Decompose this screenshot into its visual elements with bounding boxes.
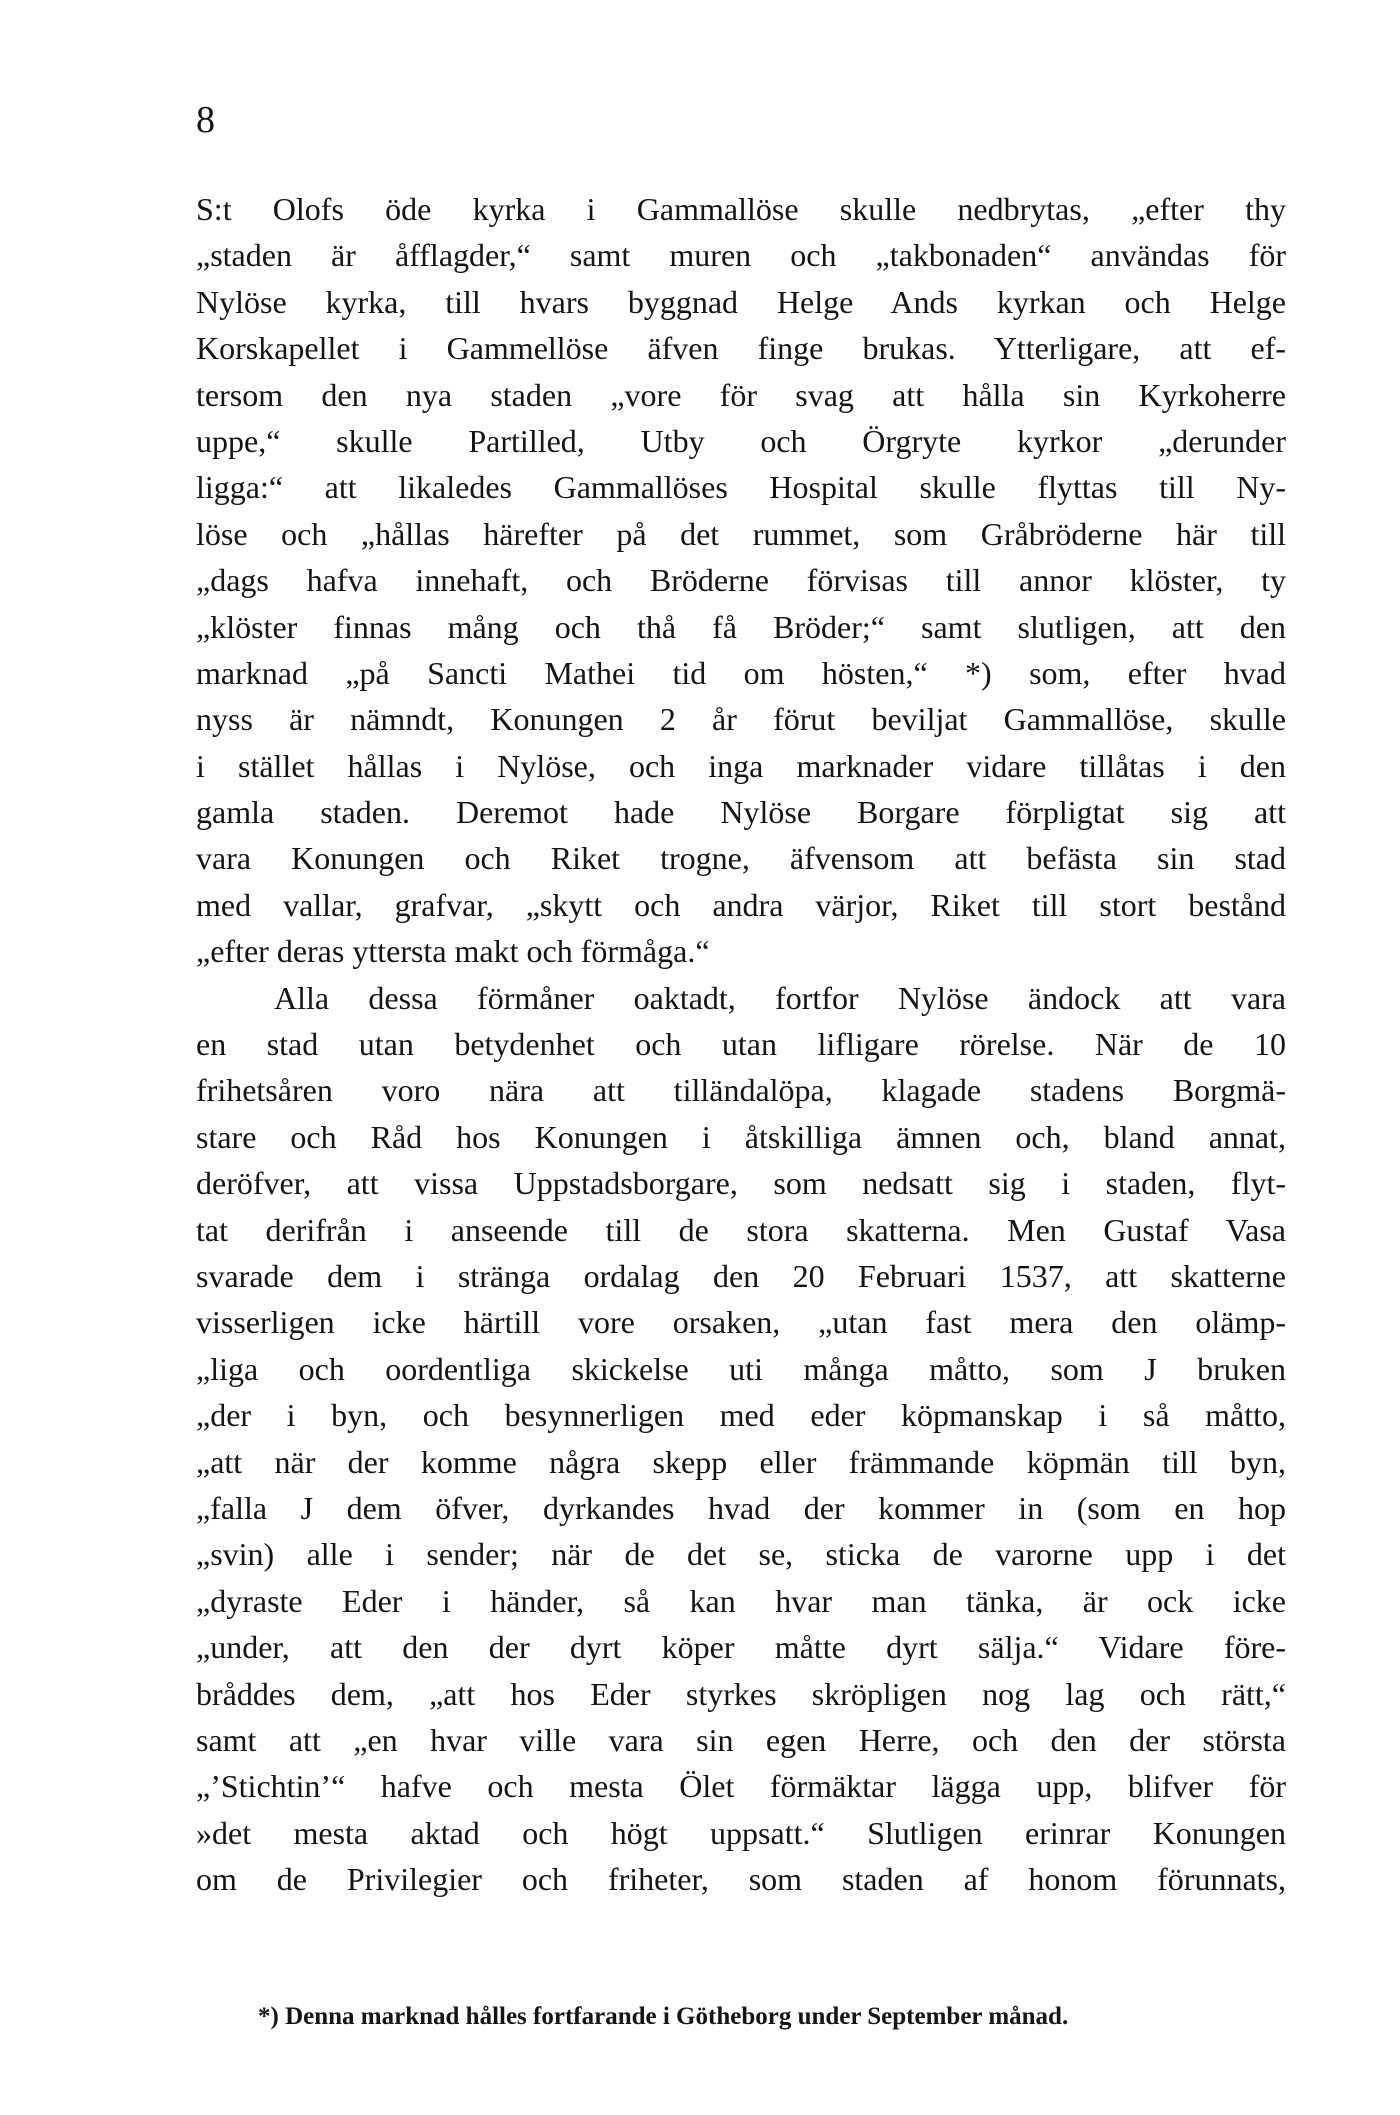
text-line: Korskapellet i Gammellöse äfven finge brukas. Ytterligare, att ef- [196, 330, 1286, 367]
text-line: „falla J dem öfver, dyrkandes hvad der kommer in (som en hop [196, 1489, 1286, 1526]
text-line: nyss är nämndt, Konungen 2 år förut beviljat Gammallöse, skulle [196, 701, 1286, 738]
text-line: en stad utan betydenhet och utan lifligare rörelse. När de 10 [196, 1026, 1286, 1063]
text-line: „svin) alle i sender; när de det se, sticka de varorne upp i det [196, 1536, 1286, 1573]
page-number: 8 [196, 99, 215, 141]
footnote: *) Denna marknad hålles fortfarande i Götheborg under September månad. [258, 2003, 1069, 2030]
text-line: marknad „på Sancti Mathei tid om hösten,“ *) som, efter hvad [196, 654, 1286, 691]
text-line: „klöster finnas mång och thå få Bröder;“ samt slutligen, att den [196, 608, 1286, 645]
text-line: samt att „en hvar ville vara sin egen Herre, och den der största [196, 1721, 1286, 1758]
text-line: frihetsåren voro nära att tilländalöpa, klagade stadens Borgmä- [196, 1072, 1286, 1109]
text-line: uppe,“ skulle Partilled, Utby och Örgryte kyrkor „derunder [196, 422, 1286, 459]
text-line: i stället hållas i Nylöse, och inga marknader vidare tillåtas i den [196, 747, 1286, 784]
text-line: S:t Olofs öde kyrka i Gammallöse skulle nedbrytas, „efter thy [196, 191, 1286, 227]
text-line: Alla dessa förmåner oaktadt, fortfor Nylöse ändock att vara [274, 979, 1286, 1016]
text-line: „efter deras yttersta makt och förmåga.“ [196, 933, 710, 970]
text-line: „dyraste Eder i händer, så kan hvar man tänka, är ock icke [196, 1582, 1286, 1619]
text-line: med vallar, grafvar, „skytt och andra värjor, Riket till stort bestånd [196, 886, 1286, 923]
text-line: „der i byn, och besynnerligen med eder köpmanskap i så måtto, [196, 1397, 1286, 1434]
text-line: visserligen icke härtill vore orsaken, „utan fast mera den olämp- [196, 1304, 1286, 1341]
text-line: om de Privilegier och friheter, som staden af honom förunnats, [196, 1861, 1286, 1898]
text-line: tersom den nya staden „vore för svag att hålla sin Kyrkoherre [196, 376, 1286, 413]
text-line: vara Konungen och Riket trogne, äfvensom att befästa sin stad [196, 840, 1286, 877]
text-line: „liga och oordentliga skickelse uti många måtto, som J bruken [196, 1350, 1286, 1387]
body-text [196, 186, 1286, 1902]
text-line: »det mesta aktad och högt uppsatt.“ Slutligen erinrar Konungen [196, 1814, 1286, 1851]
text-line: gamla staden. Deremot hade Nylöse Borgare förpligtat sig att [196, 794, 1286, 831]
text-line: tat derifrån i anseende till de stora skatterna. Men Gustaf Vasa [196, 1211, 1286, 1248]
text-line: „dags hafva innehaft, och Bröderne förvisas till annor klöster, ty [196, 562, 1286, 599]
text-line: ligga:“ att likaledes Gammallöses Hospital skulle flyttas till Ny- [196, 469, 1286, 506]
text-line: deröfver, att vissa Uppstadsborgare, som nedsatt sig i staden, flyt- [196, 1165, 1286, 1202]
text-line: „under, att den der dyrt köper måtte dyrt sälja.“ Vidare före- [196, 1629, 1286, 1666]
text-line: „att när der komme några skepp eller främmande köpmän till byn, [196, 1443, 1286, 1480]
text-line: „staden är åfflagder,“ samt muren och „takbonaden“ användas för [196, 237, 1286, 274]
text-line: stare och Råd hos Konungen i åtskilliga ämnen och, bland annat, [196, 1118, 1286, 1155]
text-line: Nylöse kyrka, till hvars byggnad Helge Ands kyrkan och Helge [196, 283, 1286, 320]
text-line: löse och „hållas härefter på det rummet, som Gråbröderne här till [196, 515, 1286, 552]
text-line: „’Stichtin’“ hafve och mesta Ölet förmäktar lägga upp, blifver för [196, 1768, 1286, 1805]
text-line: svarade dem i stränga ordalag den 20 Februari 1537, att skatterne [196, 1257, 1286, 1294]
text-line: bråddes dem, „att hos Eder styrkes skröpligen nog lag och rätt,“ [196, 1675, 1286, 1712]
